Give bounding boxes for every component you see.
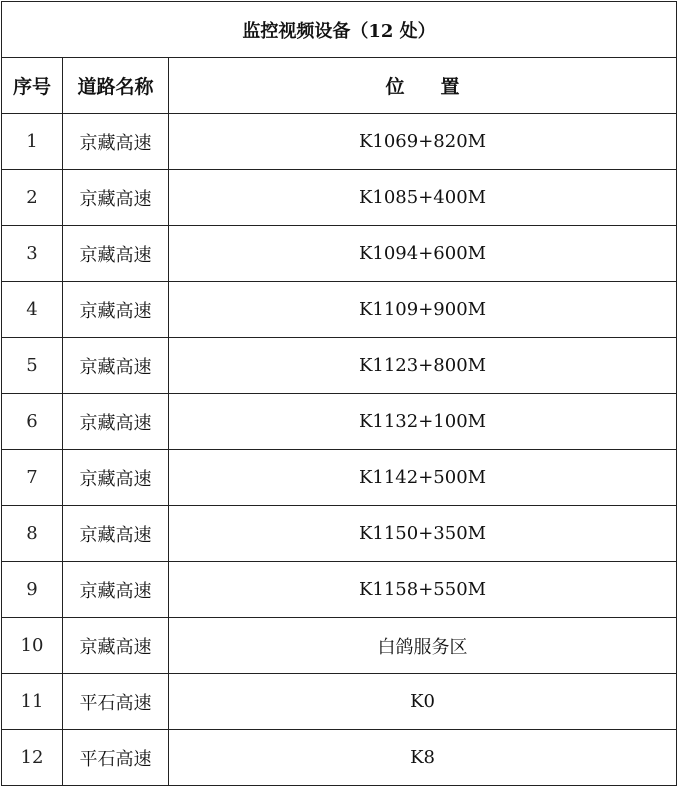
- table-row: [2, 674, 677, 730]
- header-position: [169, 58, 677, 114]
- position: K1150+350M: [169, 506, 677, 562]
- table-row: [2, 506, 677, 562]
- row-number: 11: [2, 674, 63, 730]
- road-name: 京藏高速: [63, 562, 169, 618]
- row-number: 12: [2, 730, 63, 786]
- table-row: [2, 170, 677, 226]
- monitoring-device-table: [1, 1, 677, 786]
- position: K0: [169, 674, 677, 730]
- table-header-row: [2, 58, 677, 114]
- table-row: [2, 394, 677, 450]
- row-number: 10: [2, 618, 63, 674]
- row-number: 9: [2, 562, 63, 618]
- row-number: 5: [2, 338, 63, 394]
- header-position-char-2: 置: [440, 76, 460, 98]
- table-row: [2, 282, 677, 338]
- row-number: 2: [2, 170, 63, 226]
- position: K1085+400M: [169, 170, 677, 226]
- row-number: 1: [2, 114, 63, 170]
- header-no: 序号: [2, 58, 63, 114]
- row-number: 7: [2, 450, 63, 506]
- table-title: 监控视频设备（12 处）: [2, 2, 677, 58]
- road-name: 京藏高速: [63, 282, 169, 338]
- table-title-row: [2, 2, 677, 58]
- row-number: 8: [2, 506, 63, 562]
- table-row: [2, 618, 677, 674]
- road-name: 京藏高速: [63, 450, 169, 506]
- table-row: [2, 338, 677, 394]
- row-number: 4: [2, 282, 63, 338]
- road-name: 京藏高速: [63, 338, 169, 394]
- position: K1132+100M: [169, 394, 677, 450]
- position: K1094+600M: [169, 226, 677, 282]
- header-position-char-1: 位: [385, 76, 405, 98]
- position: K1109+900M: [169, 282, 677, 338]
- table-row: [2, 562, 677, 618]
- header-road: 道路名称: [63, 58, 169, 114]
- position: K8: [169, 730, 677, 786]
- row-number: 6: [2, 394, 63, 450]
- position: K1069+820M: [169, 114, 677, 170]
- road-name: 京藏高速: [63, 618, 169, 674]
- table-row: [2, 450, 677, 506]
- road-name: 平石高速: [63, 674, 169, 730]
- table-row: [2, 226, 677, 282]
- position: 白鸽服务区: [169, 618, 677, 674]
- road-name: 京藏高速: [63, 506, 169, 562]
- table-row: [2, 114, 677, 170]
- road-name: 平石高速: [63, 730, 169, 786]
- road-name: 京藏高速: [63, 226, 169, 282]
- position: K1158+550M: [169, 562, 677, 618]
- position: K1142+500M: [169, 450, 677, 506]
- row-number: 3: [2, 226, 63, 282]
- road-name: 京藏高速: [63, 394, 169, 450]
- position: K1123+800M: [169, 338, 677, 394]
- table-row: [2, 730, 677, 786]
- road-name: 京藏高速: [63, 114, 169, 170]
- road-name: 京藏高速: [63, 170, 169, 226]
